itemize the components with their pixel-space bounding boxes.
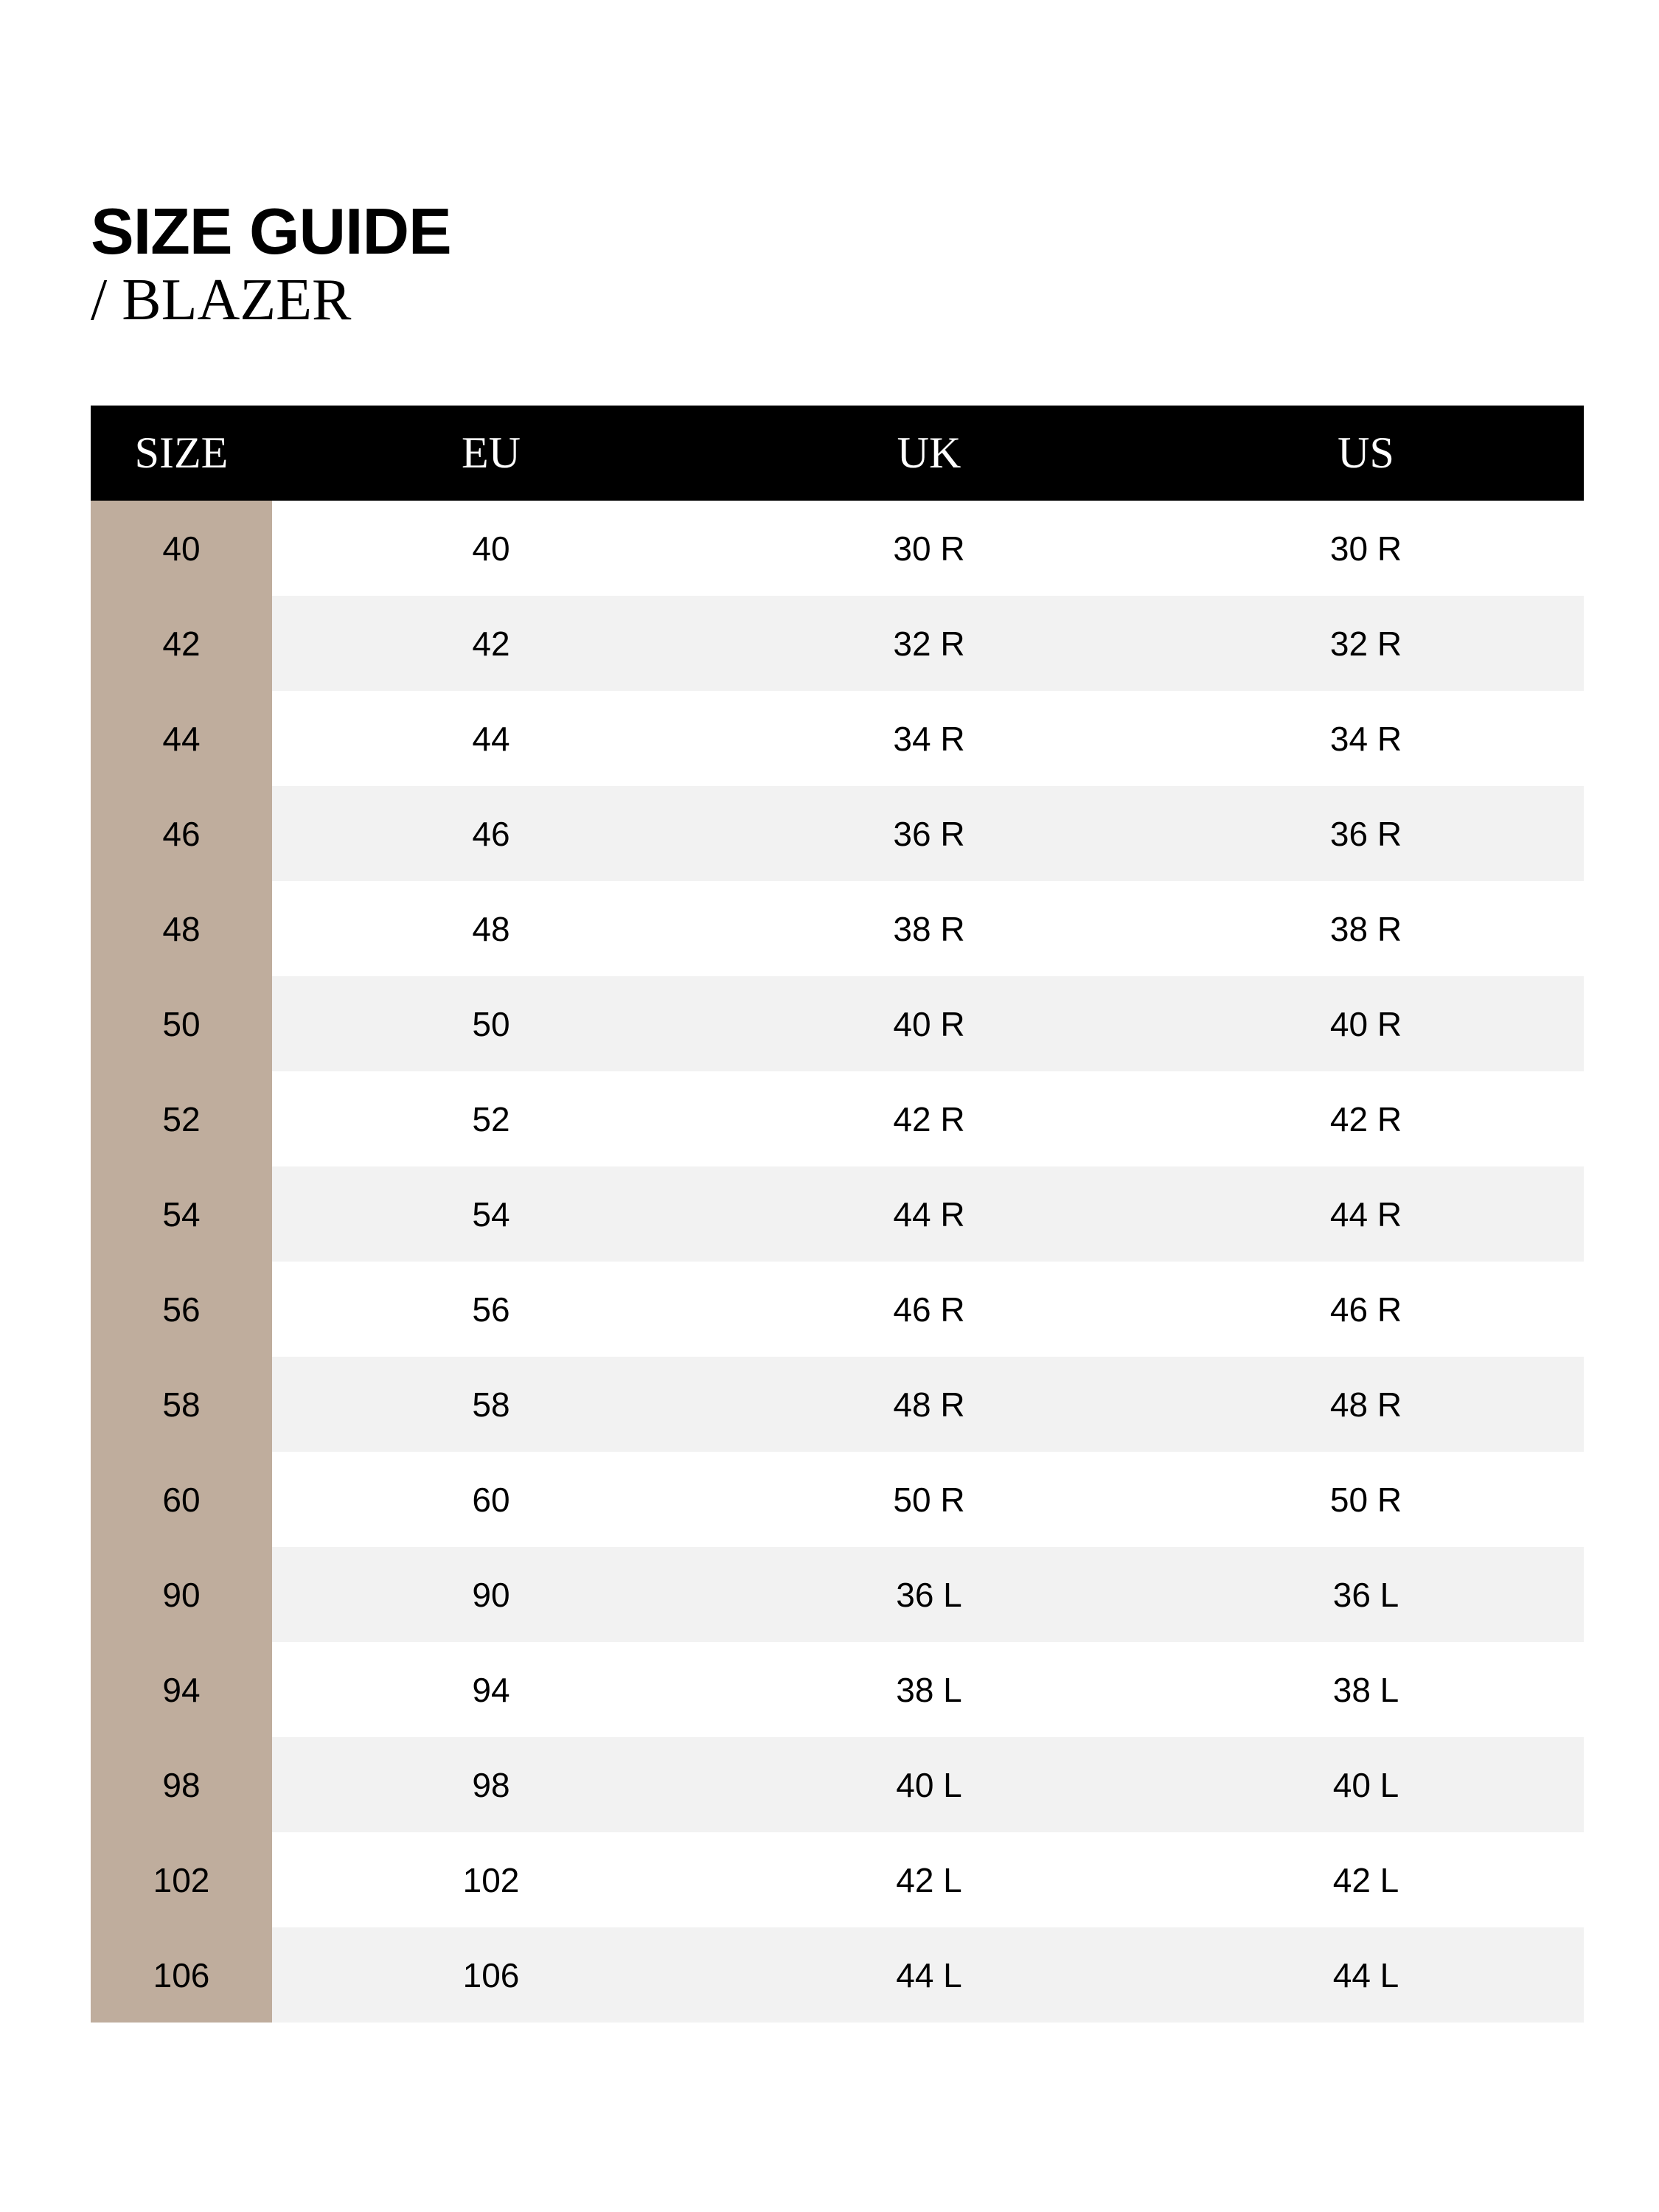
size-cell: 52	[91, 1071, 272, 1166]
eu-cell: 98	[472, 1765, 510, 1804]
eu-cell: 54	[472, 1194, 510, 1234]
table-row	[91, 976, 1584, 1071]
table-row	[91, 1927, 1584, 2023]
size-cell: 106	[91, 1927, 272, 2023]
size-cell: 54	[91, 1166, 272, 1262]
eu-cell: 90	[472, 1575, 510, 1614]
eu-cell: 94	[472, 1670, 510, 1709]
uk-cell: 42 R	[893, 1099, 965, 1138]
us-cell: 50 R	[1329, 1480, 1402, 1519]
eu-cell: 48	[472, 909, 510, 948]
uk-cell: 50 R	[893, 1480, 965, 1519]
table-row	[91, 1262, 1584, 1357]
table-row	[91, 596, 1584, 691]
eu-cell: 50	[472, 1004, 510, 1043]
uk-cell: 38 L	[896, 1670, 962, 1709]
us-cell: 38 L	[1332, 1670, 1399, 1709]
uk-cell: 34 R	[893, 719, 965, 758]
eu-cell: 42	[472, 624, 510, 663]
us-cell: 44 R	[1329, 1194, 1402, 1234]
us-cell: 38 R	[1329, 909, 1402, 948]
size-cell: 56	[91, 1262, 272, 1357]
eu-cell: 52	[472, 1099, 510, 1138]
header-uk: UK	[897, 428, 961, 477]
size-cell: 44	[91, 691, 272, 786]
size-cell: 102	[91, 1832, 272, 1927]
eu-cell: 40	[472, 529, 510, 568]
size-cell: 94	[91, 1642, 272, 1737]
size-cell: 98	[91, 1737, 272, 1832]
uk-cell: 38 R	[893, 909, 965, 948]
uk-cell: 36 R	[893, 814, 965, 853]
us-cell: 44 L	[1332, 1955, 1399, 1994]
us-cell: 46 R	[1329, 1290, 1402, 1329]
size-cell: 48	[91, 881, 272, 976]
page-title: SIZE GUIDE	[91, 195, 451, 268]
uk-cell: 40 L	[896, 1765, 962, 1804]
size-cell: 60	[91, 1452, 272, 1547]
us-cell: 40 L	[1332, 1765, 1399, 1804]
table-row	[91, 1832, 1584, 1927]
table-row	[91, 1642, 1584, 1737]
header-us: US	[1338, 428, 1394, 477]
eu-cell: 106	[462, 1955, 520, 1994]
us-cell: 36 R	[1329, 814, 1402, 853]
uk-cell: 42 L	[896, 1860, 962, 1899]
uk-cell: 40 R	[893, 1004, 965, 1043]
us-cell: 32 R	[1329, 624, 1402, 663]
size-cell: 42	[91, 596, 272, 691]
uk-cell: 32 R	[893, 624, 965, 663]
table-row	[91, 1737, 1584, 1832]
size-cell: 46	[91, 786, 272, 881]
eu-cell: 102	[462, 1860, 520, 1899]
table-row	[91, 501, 1584, 596]
uk-cell: 46 R	[893, 1290, 965, 1329]
uk-cell: 30 R	[893, 529, 965, 568]
table-row	[91, 1357, 1584, 1452]
size-cell: 90	[91, 1547, 272, 1642]
eu-cell: 46	[472, 814, 510, 853]
table-row	[91, 881, 1584, 976]
eu-cell: 60	[472, 1480, 510, 1519]
table-row	[91, 786, 1584, 881]
size-cell: 40	[91, 501, 272, 596]
uk-cell: 36 L	[896, 1575, 962, 1614]
uk-cell: 44 L	[896, 1955, 962, 1994]
eu-cell: 58	[472, 1385, 510, 1424]
table-row	[91, 1452, 1584, 1547]
us-cell: 48 R	[1329, 1385, 1402, 1424]
us-cell: 36 L	[1332, 1575, 1399, 1614]
size-guide-table	[91, 406, 1584, 2023]
header-eu: EU	[462, 428, 521, 477]
table-row	[91, 1547, 1584, 1642]
uk-cell: 44 R	[893, 1194, 965, 1234]
us-cell: 34 R	[1329, 719, 1402, 758]
us-cell: 30 R	[1329, 529, 1402, 568]
table-row	[91, 691, 1584, 786]
table-row	[91, 1071, 1584, 1166]
eu-cell: 44	[472, 719, 510, 758]
table-header	[91, 406, 1584, 501]
uk-cell: 48 R	[893, 1385, 965, 1424]
header-size: SIZE	[134, 428, 229, 477]
page-subtitle: / BLAZER	[91, 268, 352, 333]
size-cell: 58	[91, 1357, 272, 1452]
us-cell: 42 R	[1329, 1099, 1402, 1138]
size-cell: 50	[91, 976, 272, 1071]
us-cell: 42 L	[1332, 1860, 1399, 1899]
table-row	[91, 1166, 1584, 1262]
us-cell: 40 R	[1329, 1004, 1402, 1043]
eu-cell: 56	[472, 1290, 510, 1329]
